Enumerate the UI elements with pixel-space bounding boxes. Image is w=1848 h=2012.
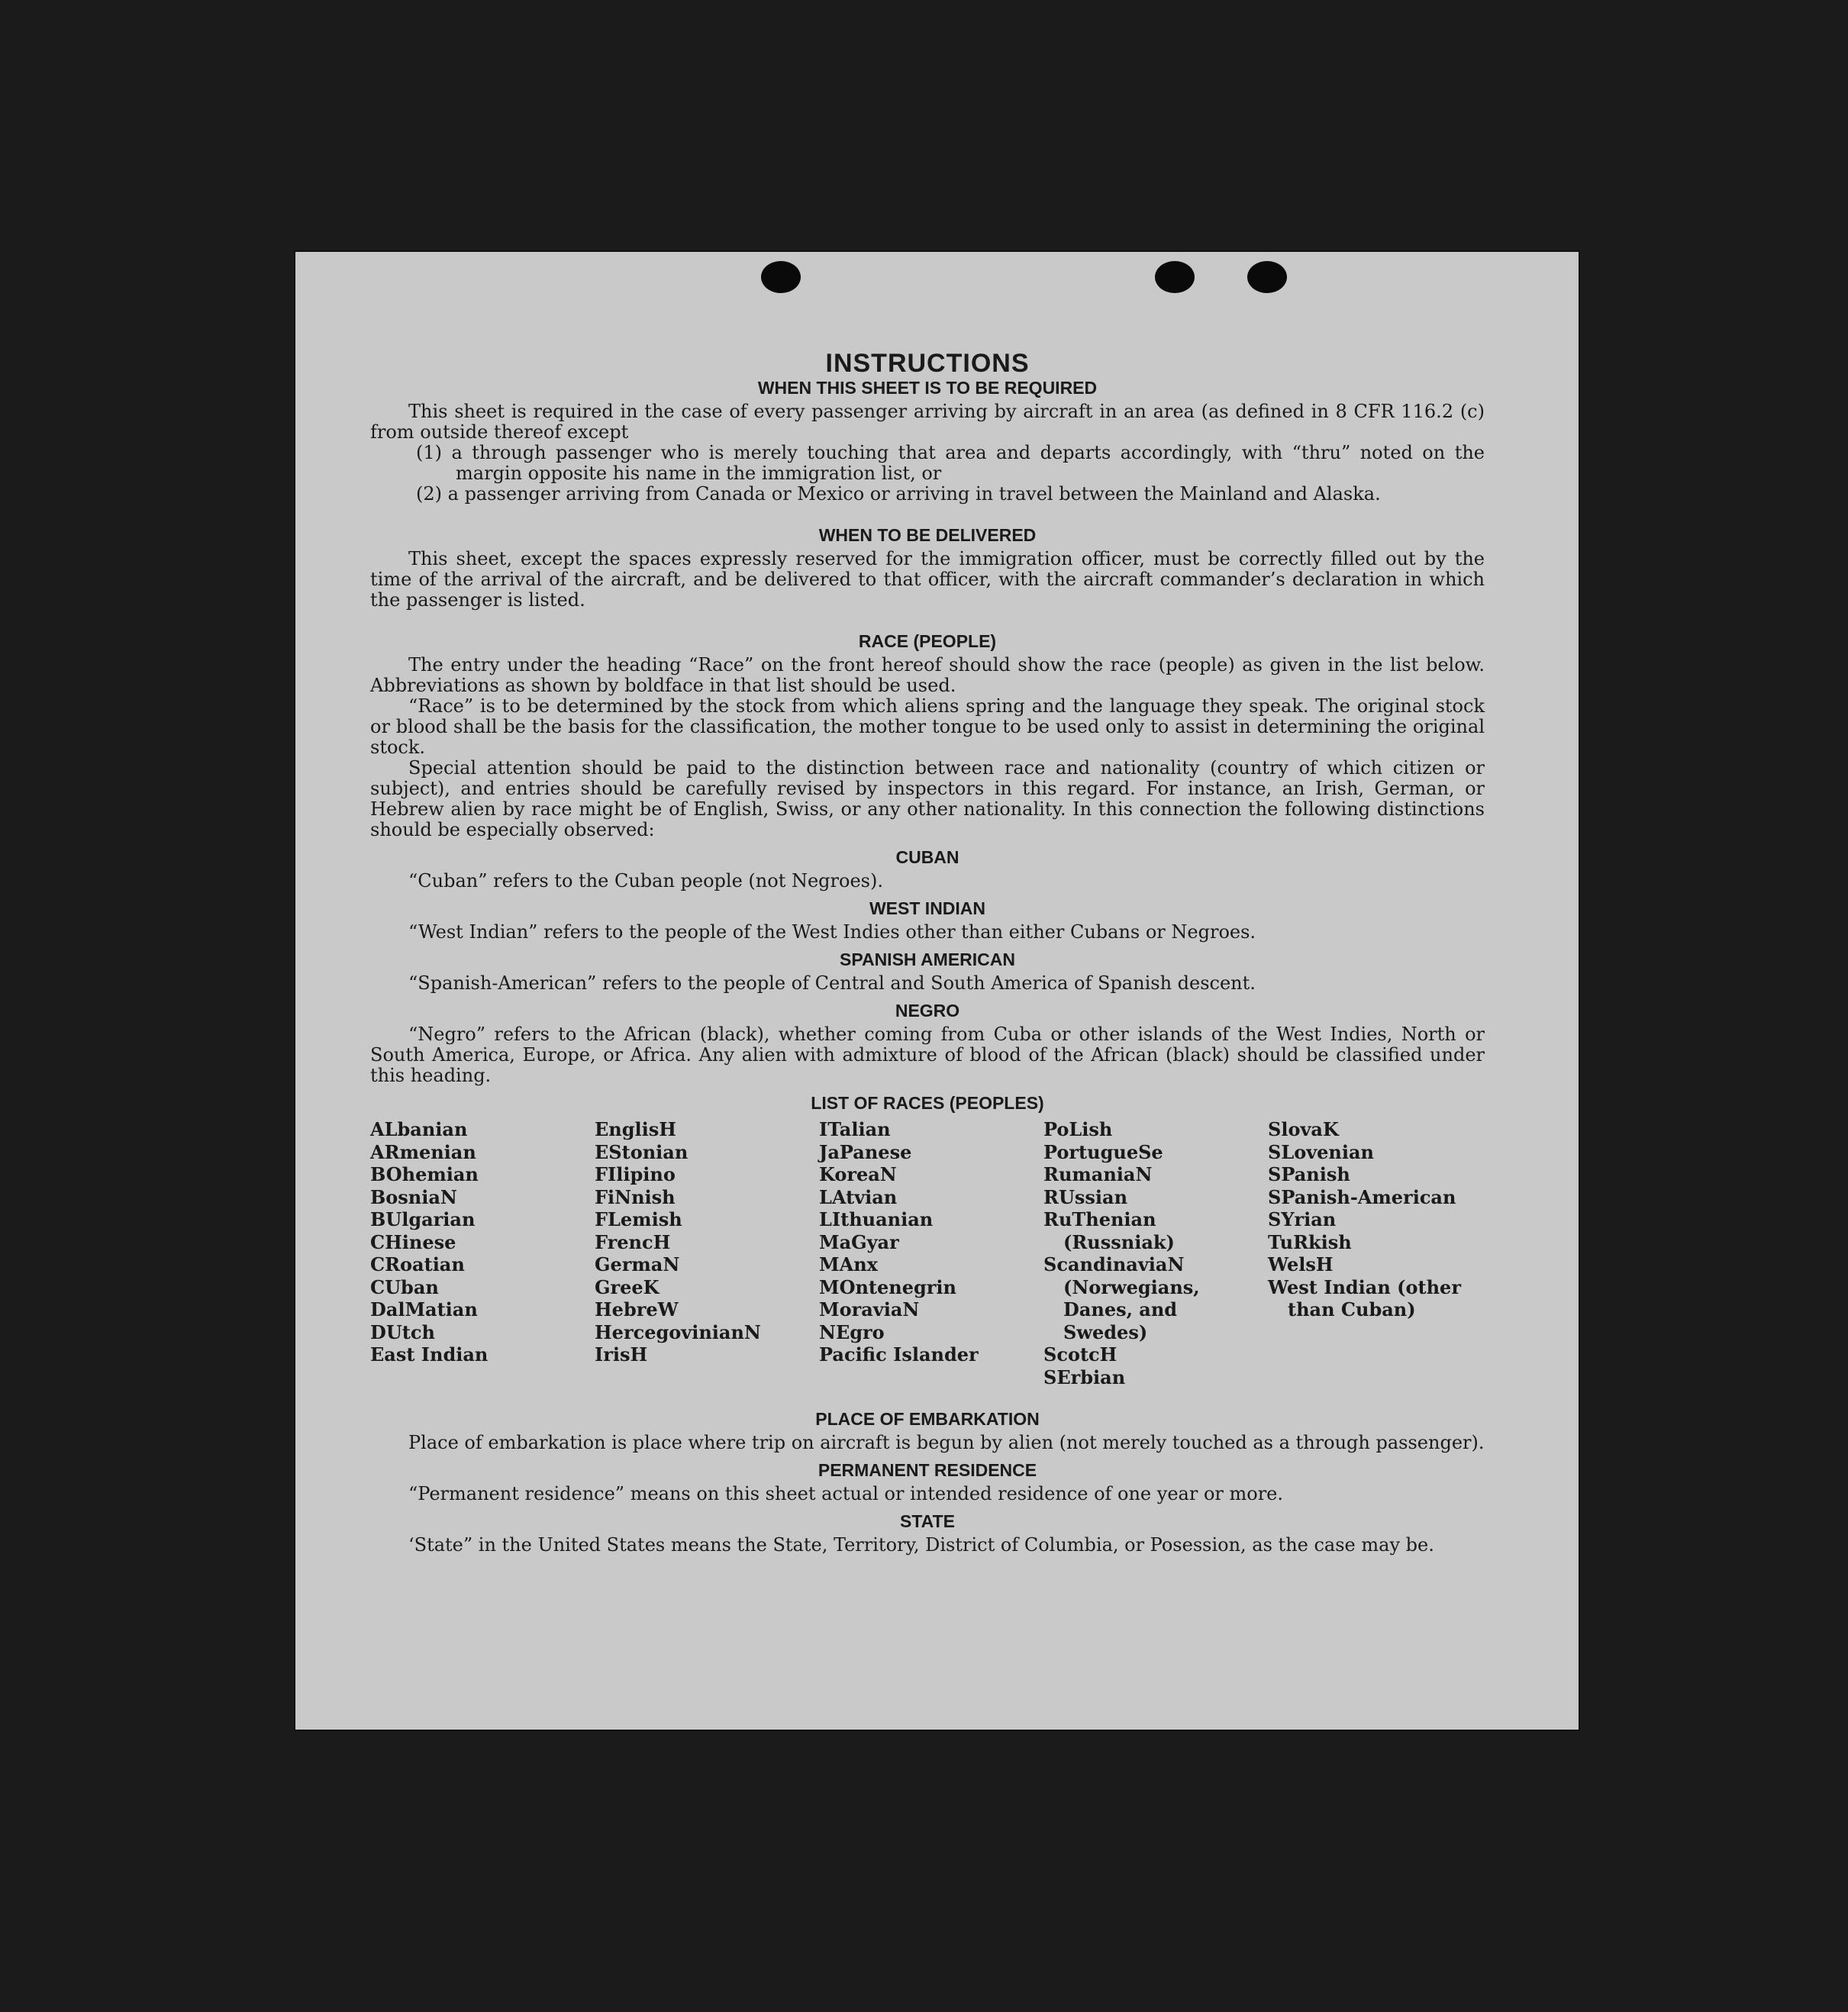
heading-place-of-embarkation: PLACE OF EMBARKATION bbox=[815, 1409, 1040, 1429]
race-entry: MaGyar bbox=[819, 1230, 899, 1253]
race-entry: BUlgarian bbox=[370, 1208, 476, 1230]
heading-west-indian: WEST INDIAN bbox=[869, 898, 986, 918]
race-entry: NEgro bbox=[819, 1320, 885, 1343]
heading-when-required: WHEN THIS SHEET IS TO BE REQUIRED bbox=[757, 378, 1098, 398]
race-entry: FrencH bbox=[595, 1230, 671, 1253]
race-entry: HercegovinianN bbox=[595, 1320, 761, 1343]
race-paragraph-1: The entry under the heading “Race” on the front hereof should show the race (people) as given in the list below. Abbreviations as shown by boldface in that list should be used. bbox=[370, 654, 1485, 696]
race-entry: FiNnish bbox=[595, 1185, 676, 1208]
heading-state: STATE bbox=[900, 1511, 955, 1531]
heading-when-delivered: WHEN TO BE DELIVERED bbox=[818, 525, 1037, 545]
state-text: ‘State” in the United States means the State, Territory, District of Columbia, or Posession, as the case may be. bbox=[408, 1534, 1434, 1556]
race-entry: MAnx bbox=[819, 1253, 878, 1275]
page-title: INSTRUCTIONS bbox=[825, 349, 1030, 378]
required-intro: This sheet is required in the case of every passenger arriving by aircraft in an area (as defined in 8 CFR 116.2 (c) from outside thereof except bbox=[370, 401, 1485, 443]
punch-hole bbox=[1155, 261, 1195, 293]
race-entry: DalMatian bbox=[370, 1298, 478, 1320]
race-entry: EnglisH bbox=[595, 1118, 676, 1140]
punch-hole bbox=[761, 261, 801, 293]
race-entry: MOntenegrin bbox=[819, 1275, 956, 1298]
race-entry: ALbanian bbox=[370, 1118, 468, 1140]
required-item-1: (1) a through passenger who is merely touching that area and departs accordingly, with “thru” noted on the margin opposite his name in the immigration list, or bbox=[416, 442, 1485, 484]
race-entry: BosniaN bbox=[370, 1185, 457, 1208]
race-entry: CHinese bbox=[370, 1230, 456, 1253]
race-entry: ITalian bbox=[819, 1118, 891, 1140]
embarkation-text: Place of embarkation is place where trip on aircraft is begun by alien (not merely touched as a through passenger). bbox=[408, 1432, 1485, 1453]
race-entry: East Indian bbox=[370, 1343, 489, 1366]
race-entry: SYrian bbox=[1268, 1208, 1337, 1230]
races-column-5 bbox=[1268, 1118, 1485, 1388]
race-entry: DUtch bbox=[370, 1320, 435, 1343]
race-entry: LIthuanian bbox=[819, 1208, 934, 1230]
heading-spanish-american: SPANISH AMERICAN bbox=[839, 950, 1015, 969]
race-entry: LAtvian bbox=[819, 1185, 898, 1208]
spanish-american-text: “Spanish-American” refers to the people of Central and South America of Spanish descent. bbox=[408, 972, 1256, 994]
races-column-3 bbox=[819, 1118, 1036, 1388]
instructions-content bbox=[370, 350, 1485, 1556]
race-entry: PoLish bbox=[1043, 1118, 1113, 1140]
race-paragraph-2: “Race” is to be determined by the stock from which aliens spring and the language they speak. The original stock or blood shall be the basis for the classification, the mother tongue to be used only to assist in determining the original stock. bbox=[370, 695, 1485, 758]
heading-permanent-residence: PERMANENT RESIDENCE bbox=[818, 1460, 1037, 1480]
document-page bbox=[294, 250, 1580, 1731]
delivered-text: This sheet, except the spaces expressly reserved for the immigration officer, must be correctly filled out by the time of the arrival of the aircraft, and be delivered to that officer, with the aircraft commander’s declaration in which the passenger is listed. bbox=[370, 548, 1485, 611]
cuban-text: “Cuban” refers to the Cuban people (not Negroes). bbox=[408, 870, 883, 892]
race-entry: EStonian bbox=[595, 1140, 689, 1163]
race-entry: West Indian (other than Cuban) bbox=[1268, 1275, 1461, 1320]
race-entry: CUban bbox=[370, 1275, 439, 1298]
race-entry: SPanish-American bbox=[1268, 1185, 1456, 1208]
races-column-2 bbox=[595, 1118, 811, 1388]
punch-hole bbox=[1247, 261, 1287, 293]
races-list bbox=[370, 1118, 1485, 1388]
heading-cuban: CUBAN bbox=[895, 847, 959, 867]
race-entry: ScandinaviaN (Norwegians, Danes, and Swedes) bbox=[1043, 1253, 1200, 1343]
race-entry: BOhemian bbox=[370, 1163, 479, 1185]
race-entry: SLovenian bbox=[1268, 1140, 1374, 1163]
race-entry: KoreaN bbox=[819, 1163, 897, 1185]
races-column-1 bbox=[370, 1118, 587, 1388]
race-entry: WelsH bbox=[1268, 1253, 1334, 1275]
heading-list-of-races: LIST OF RACES (PEOPLES) bbox=[811, 1093, 1044, 1113]
race-entry: SPanish bbox=[1268, 1163, 1350, 1185]
race-entry: SlovaK bbox=[1268, 1118, 1339, 1140]
heading-negro: NEGRO bbox=[895, 1001, 960, 1021]
race-entry: SErbian bbox=[1043, 1366, 1126, 1388]
race-entry: RuThenian (Russniak) bbox=[1043, 1208, 1175, 1253]
races-column-4 bbox=[1043, 1118, 1260, 1388]
race-entry: RUssian bbox=[1043, 1185, 1128, 1208]
race-entry: ScotcH bbox=[1043, 1343, 1118, 1366]
race-entry: CRoatian bbox=[370, 1253, 465, 1275]
race-entry: IrisH bbox=[595, 1343, 648, 1366]
west-indian-text: “West Indian” refers to the people of the West Indies other than either Cubans or Negroes. bbox=[408, 921, 1256, 943]
negro-text: “Negro” refers to the African (black), whether coming from Cuba or other islands of the West Indies, North or South America, Europe, or Africa. Any alien with admixture of blood of the African (black) should be classified under this heading. bbox=[370, 1024, 1485, 1086]
race-entry: TuRkish bbox=[1268, 1230, 1352, 1253]
race-entry: PortugueSe bbox=[1043, 1140, 1163, 1163]
required-item-2: (2) a passenger arriving from Canada or Mexico or arriving in travel between the Mainland and Alaska. bbox=[416, 483, 1381, 505]
race-entry: ARmenian bbox=[370, 1140, 476, 1163]
race-entry: GermaN bbox=[595, 1253, 680, 1275]
race-entry: FIlipino bbox=[595, 1163, 676, 1185]
residence-text: “Permanent residence” means on this sheet actual or intended residence of one year or more. bbox=[408, 1483, 1283, 1504]
race-entry: RumaniaN bbox=[1043, 1163, 1153, 1185]
race-entry: Pacific Islander bbox=[819, 1343, 979, 1366]
race-entry: JaPanese bbox=[819, 1140, 912, 1163]
race-entry: FLemish bbox=[595, 1208, 682, 1230]
race-entry: GreeK bbox=[595, 1275, 660, 1298]
heading-race: RACE (PEOPLE) bbox=[858, 631, 997, 651]
race-entry: MoraviaN bbox=[819, 1298, 920, 1320]
race-entry: HebreW bbox=[595, 1298, 679, 1320]
race-paragraph-3: Special attention should be paid to the distinction between race and nationality (country of which citizen or subject), and entries should be carefully revised by inspectors in this regard. For instance, an Irish, German, or Hebrew alien by race might be of English, Swiss, or any other nationality. In this connection the following distinctions should be especially observed: bbox=[370, 757, 1485, 840]
